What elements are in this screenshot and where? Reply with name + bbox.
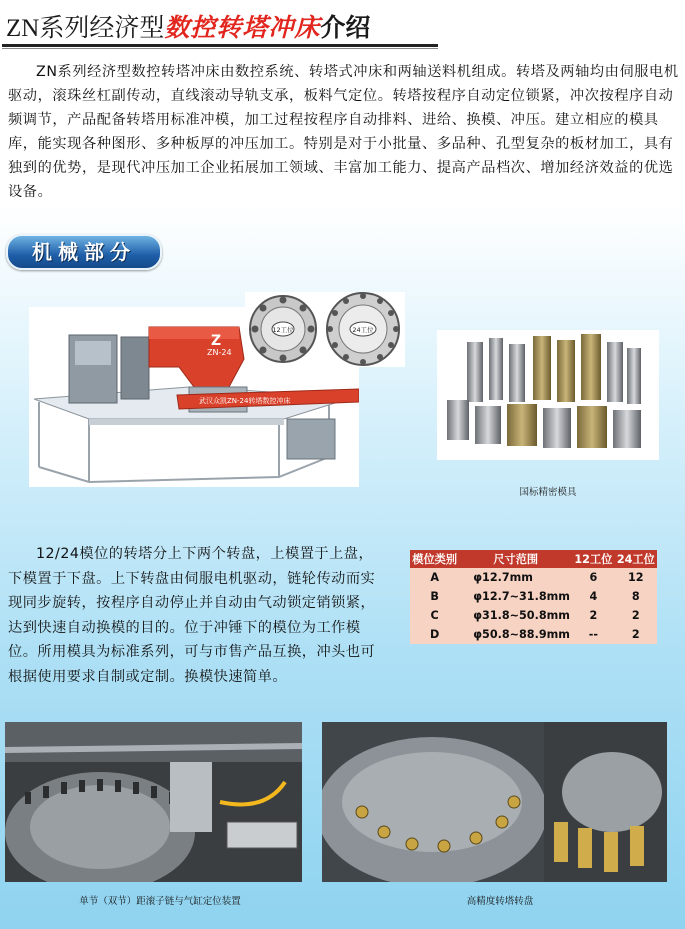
table-cell-12: 6 [589,571,598,584]
title-product: 数控转塔冲床 [164,13,321,42]
page-title [6,8,371,42]
die-station-table [410,550,657,644]
table-header-cell: 12工位 [572,550,614,568]
svg-text:Z: Z [211,333,222,349]
roller-chain-illustration [5,722,302,882]
table-row [410,568,657,587]
title-series: ZN系列经济型 [6,15,165,42]
title-underline [2,44,438,47]
intro-paragraph: ZN系列经济型数控转塔冲床由数控系统、转塔式冲床和两轴送料机组成。转塔及两轴均由伺服电机驱动，滚珠丝杠副传动，直线滚动导轨支承，板料气定位。转塔按程序自动定位锁紧，冲次按程序自动频调节，产品配备转塔用标准冲模，加工过程按程序自动排料、进给、换模、冲压。建立相应的模具库，能实现各种图形、多种板厚的冲压加工。特别是对于小批量、多品种、孔型复杂的板材加工，具有独到的优势，是现代冲压加工企业拓展加工领域、丰富加工能力、提高产品档次、增加经济效益的优选设备。 [8,64,679,200]
table-cell-size: φ12.7~31.8mm [473,590,570,603]
turret-disc-12-label: 12工位 [272,326,294,334]
turret-disc-12 [250,296,316,362]
table-cell-12: 2 [589,609,598,622]
section-badge-label: 机械部分 [32,240,136,264]
turret-disc-photo [245,292,405,367]
table-row [410,587,657,606]
table-header-cell: 模位类别 [410,550,459,568]
turret-discs-illustration [245,292,405,367]
table-cell-size: φ31.8~50.8mm [473,609,570,622]
title-underline-thin [2,48,438,49]
table-header-cell: 尺寸范围 [459,550,572,568]
title-suffix: 介绍 [320,13,371,42]
turret-disc-24 [327,293,399,365]
table-header-row [410,550,657,568]
machine-model-plate: ZN-24 [207,348,232,357]
table-row [410,606,657,625]
table-cell-24: 8 [631,590,640,603]
dies-photo [437,330,659,460]
table-cell-24: 12 [628,571,644,584]
table-cell-class: D [430,628,440,641]
section-badge [6,234,162,270]
roller-chain-photo [5,722,302,882]
table-cell-12: -- [588,628,599,641]
table-cell-24: 2 [631,628,640,641]
machine-beam-label: 武汉众凯ZN-24转塔数控冲床 [199,397,291,405]
turret-description-paragraph: 12/24模位的转塔分上下两个转盘，上模置于上盘，下模置于下盘。上下转盘由伺服电机驱动，链轮传动而实现同步旋转，按程序自动停止并自动由气动锁定销锁紧，达到快速自动换模的目的。位于冲锤下的模位为工作模位。所用模具为标准系列，可与市售产品互换，冲头也可根据使用要求自制或定制。换模快速简单。 [8,546,376,685]
table-row [410,625,657,644]
table-cell-12: 4 [589,590,598,603]
table-cell-class: B [430,590,439,603]
table-cell-class: C [430,609,439,622]
table-cell-24: 2 [631,609,640,622]
turret-disc-closeup-illustration [322,722,667,882]
turret-disc-24-label: 24工位 [352,326,374,334]
turret-disc-caption: 高精度转塔转盘 [466,896,534,907]
table-cell-class: A [430,571,439,584]
table-cell-size: φ12.7mm [473,571,533,584]
punch-dies-illustration [437,330,659,460]
roller-chain-caption: 单节（双节）距滚子链与气缸定位装置 [79,896,241,907]
table-cell-size: φ50.8~88.9mm [473,628,570,641]
table-header-cell: 24工位 [615,550,657,568]
dies-caption: 国标精密模具 [519,487,577,498]
turret-disc-large-photo [322,722,667,882]
